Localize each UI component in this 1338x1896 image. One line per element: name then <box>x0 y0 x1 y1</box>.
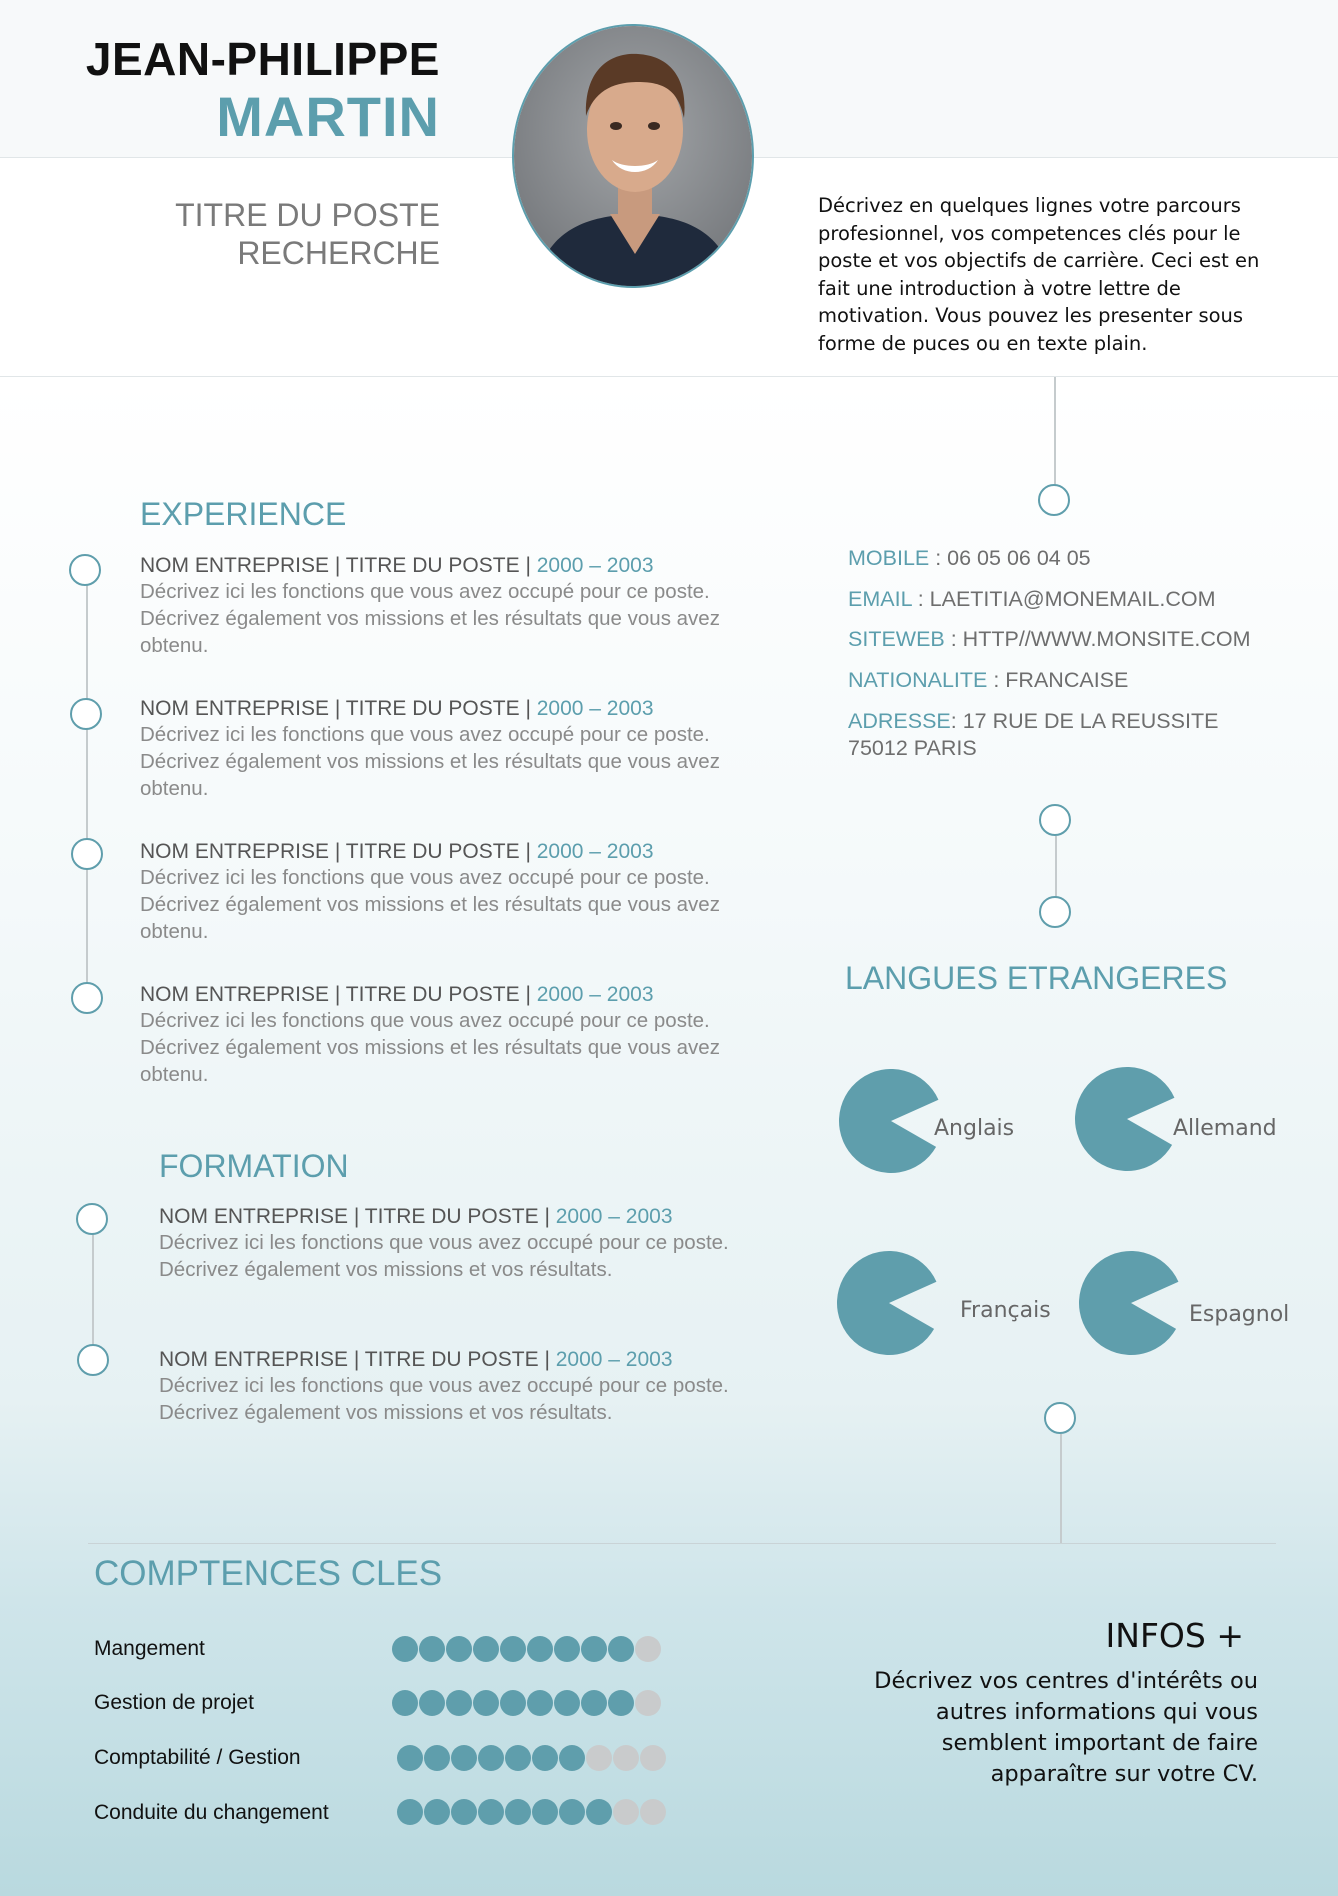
language-pie-slice <box>1075 1067 1174 1171</box>
formation-item-head <box>159 1348 759 1372</box>
experience-desc: Décrivez ici les fonctions que vous avez occupé pour ce poste. Décrivez également vos missions et les résultats que vous avez obtenu. <box>140 1009 720 1086</box>
skill-dot-filled <box>500 1636 526 1662</box>
email-label: EMAIL <box>848 587 912 611</box>
experience-timeline-line <box>86 570 88 1000</box>
timeline-node <box>1044 1402 1076 1434</box>
languages-connector-line <box>1055 836 1057 898</box>
skill-label: Gestion de projet <box>94 1691 254 1714</box>
skill-dot-filled <box>419 1690 445 1716</box>
formation-desc: Décrivez ici les fonctions que vous avez occupé pour ce poste. Décrivez également vos missions et vos résultats. <box>159 1374 729 1424</box>
skill-rating <box>392 1636 661 1662</box>
skill-dot-filled <box>559 1745 585 1771</box>
website-label: SITEWEB <box>848 627 945 651</box>
experience-item-head <box>140 697 720 721</box>
formation-date: 2000 – 2003 <box>555 1205 673 1228</box>
skill-dot-filled <box>473 1636 499 1662</box>
nationality-value: : FRANCAISE <box>987 668 1129 692</box>
language-pie-slice <box>839 1069 938 1173</box>
job-title-line1: TITRE DU POSTE <box>175 197 440 233</box>
skill-dot-empty <box>635 1690 661 1716</box>
job-title <box>110 196 440 272</box>
language-pie-anglais <box>836 1066 946 1176</box>
skill-dot-filled <box>424 1799 450 1825</box>
timeline-node <box>71 838 103 870</box>
timeline-node <box>77 1344 109 1376</box>
experience-date: 2000 – 2003 <box>536 554 654 577</box>
experience-item <box>140 983 720 1088</box>
skill-dot-filled <box>527 1690 553 1716</box>
language-label-francais: Français <box>960 1298 1051 1323</box>
skill-dot-filled <box>424 1745 450 1771</box>
email-value: : LAETITIA@MONEMAIL.COM <box>911 587 1216 611</box>
experience-item <box>140 554 720 659</box>
experience-company: NOM ENTREPRISE | TITRE DU POSTE | <box>140 840 537 863</box>
skill-rating <box>397 1745 666 1771</box>
first-name: JEAN-PHILIPPE <box>85 33 440 85</box>
skill-dot-filled <box>581 1690 607 1716</box>
skill-dot-empty <box>613 1745 639 1771</box>
skill-dot-empty <box>586 1745 612 1771</box>
skill-dot-filled <box>554 1690 580 1716</box>
experience-item <box>140 840 720 945</box>
last-name: MARTIN <box>216 85 440 148</box>
contact-address-line2: 75012 PARIS <box>848 736 977 760</box>
skill-label: Conduite du changement <box>94 1801 329 1824</box>
timeline-node <box>1038 484 1070 516</box>
experience-company: NOM ENTREPRISE | TITRE DU POSTE | <box>140 554 537 577</box>
timeline-node <box>76 1203 108 1235</box>
skill-dot-filled <box>446 1690 472 1716</box>
formation-item <box>159 1348 759 1426</box>
experience-date: 2000 – 2003 <box>536 840 654 863</box>
timeline-node <box>71 982 103 1014</box>
skill-dot-filled <box>392 1636 418 1662</box>
skill-dot-filled <box>559 1799 585 1825</box>
experience-date: 2000 – 2003 <box>536 697 654 720</box>
skill-dot-empty <box>640 1799 666 1825</box>
mobile-value: : 06 05 06 04 05 <box>929 546 1091 570</box>
skill-dot-filled <box>500 1690 526 1716</box>
mobile-label: MOBILE <box>848 546 930 570</box>
contact-address <box>848 709 1218 734</box>
skill-dot-filled <box>581 1636 607 1662</box>
skill-dot-filled <box>505 1799 531 1825</box>
skill-dot-filled <box>532 1799 558 1825</box>
infos-text: Décrivez vos centres d'intérêts ou autres informations qui vous semblent important de faire apparaître sur votre CV. <box>874 1668 1258 1787</box>
skill-dot-filled <box>608 1636 634 1662</box>
nationality-label: NATIONALITE <box>848 668 988 692</box>
language-pie-espagnol <box>1076 1248 1186 1358</box>
experience-title: EXPERIENCE <box>140 496 347 532</box>
timeline-node <box>69 554 101 586</box>
timeline-node <box>1039 896 1071 928</box>
formation-item <box>159 1205 759 1283</box>
contact-website <box>848 627 1251 652</box>
skill-rating <box>392 1690 661 1716</box>
skill-dot-filled <box>586 1799 612 1825</box>
skill-dot-filled <box>446 1636 472 1662</box>
skill-dot-filled <box>392 1690 418 1716</box>
language-pie-slice <box>1079 1251 1178 1355</box>
formation-timeline-line <box>92 1222 94 1354</box>
address-label: ADRESSE <box>848 709 951 733</box>
experience-item-head <box>140 840 720 864</box>
timeline-node <box>70 698 102 730</box>
contact-nationality <box>848 668 1128 693</box>
language-pie-francais <box>834 1248 944 1358</box>
language-label-anglais: Anglais <box>934 1116 1015 1141</box>
infos-title: INFOS + <box>1105 1616 1244 1655</box>
formation-title: FORMATION <box>159 1148 349 1184</box>
experience-company: NOM ENTREPRISE | TITRE DU POSTE | <box>140 983 537 1006</box>
contact-connector-line <box>1054 377 1056 485</box>
skill-dot-filled <box>397 1745 423 1771</box>
skill-dot-filled <box>473 1690 499 1716</box>
experience-company: NOM ENTREPRISE | TITRE DU POSTE | <box>140 697 537 720</box>
skill-dot-filled <box>419 1636 445 1662</box>
portrait-image <box>514 26 754 288</box>
skill-dot-filled <box>451 1799 477 1825</box>
experience-date: 2000 – 2003 <box>536 983 654 1006</box>
skills-title: COMPTENCES CLES <box>94 1554 443 1593</box>
skill-dot-filled <box>532 1745 558 1771</box>
language-pie-allemand <box>1072 1064 1182 1174</box>
website-value: : HTTP//WWW.MONSITE.COM <box>944 627 1251 651</box>
language-label-allemand: Allemand <box>1173 1116 1277 1141</box>
experience-desc: Décrivez ici les fonctions que vous avez occupé pour ce poste. Décrivez également vos missions et les résultats que vous avez obtenu. <box>140 723 720 800</box>
intro-text: Décrivez en quelques lignes votre parcours profesionnel, vos competences clés pour le poste et vos objectifs de carrière. Ceci est en fait une introduction à votre lettre de motivation. Vous pouvez les presenter sous forme de puces ou en texte plain. <box>818 194 1260 355</box>
skill-label: Comptabilité / Gestion <box>94 1746 301 1769</box>
skill-dot-filled <box>527 1636 553 1662</box>
experience-item-head <box>140 983 720 1007</box>
skill-label: Mangement <box>94 1637 205 1660</box>
experience-desc: Décrivez ici les fonctions que vous avez occupé pour ce poste. Décrivez également vos missions et les résultats que vous avez obtenu. <box>140 866 720 943</box>
formation-company: NOM ENTREPRISE | TITRE DU POSTE | <box>159 1348 556 1371</box>
experience-item-head <box>140 554 720 578</box>
skill-dot-empty <box>640 1745 666 1771</box>
skill-dot-empty <box>613 1799 639 1825</box>
language-pie-slice <box>837 1251 936 1355</box>
experience-desc: Décrivez ici les fonctions que vous avez occupé pour ce poste. Décrivez également vos missions et les résultats que vous avez obtenu. <box>140 580 720 657</box>
address-value: : 17 RUE DE LA REUSSITE <box>950 709 1219 733</box>
experience-item <box>140 697 720 802</box>
skill-dot-filled <box>478 1745 504 1771</box>
skill-dot-filled <box>397 1799 423 1825</box>
contact-mobile <box>848 546 1091 571</box>
skill-dot-filled <box>478 1799 504 1825</box>
language-label-espagnol: Espagnol <box>1189 1302 1290 1327</box>
formation-item-head <box>159 1205 759 1229</box>
skill-dot-filled <box>505 1745 531 1771</box>
formation-desc: Décrivez ici les fonctions que vous avez occupé pour ce poste. Décrivez également vos missions et vos résultats. <box>159 1231 729 1281</box>
contact-email <box>848 587 1216 612</box>
skill-rating <box>397 1799 666 1825</box>
skills-divider <box>88 1543 1276 1544</box>
profile-photo <box>512 24 754 288</box>
job-title-line2: RECHERCHE <box>237 235 440 271</box>
skills-connector-line <box>1060 1434 1062 1544</box>
languages-title: LANGUES ETRANGERES <box>845 960 1228 996</box>
skill-dot-filled <box>451 1745 477 1771</box>
skill-dot-filled <box>554 1636 580 1662</box>
formation-company: NOM ENTREPRISE | TITRE DU POSTE | <box>159 1205 556 1228</box>
formation-date: 2000 – 2003 <box>555 1348 673 1371</box>
timeline-node <box>1039 804 1071 836</box>
skill-dot-empty <box>635 1636 661 1662</box>
skill-dot-filled <box>608 1690 634 1716</box>
intro-divider <box>0 376 1338 377</box>
